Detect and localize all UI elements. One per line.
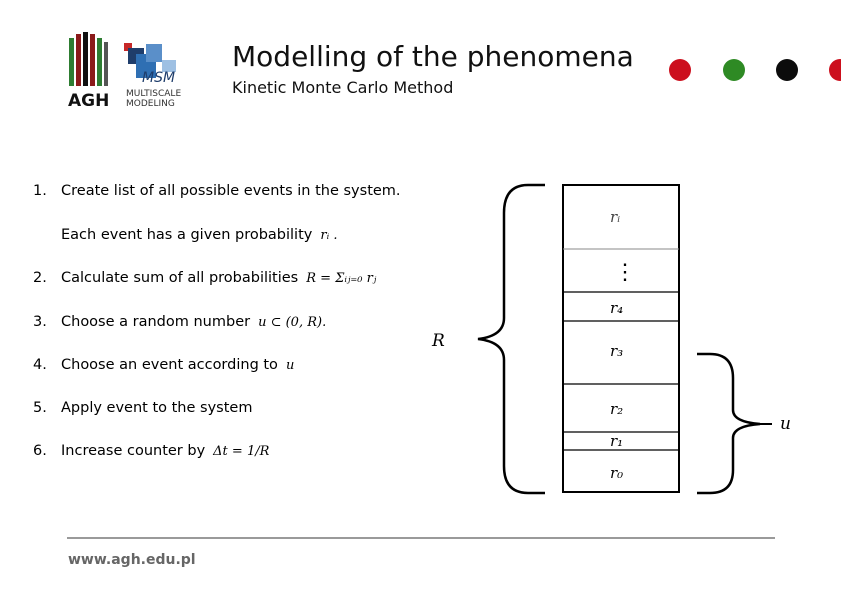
step-number: 5.: [33, 400, 47, 416]
agh-logo: [68, 32, 109, 110]
step-math: Δt = 1/R: [213, 444, 270, 459]
step-3: [33, 314, 326, 330]
cell-r-0: r₀: [610, 464, 624, 482]
right-brace: [697, 354, 760, 493]
msm-logo-line2: MODELING: [126, 99, 175, 109]
msm-logo: [124, 43, 181, 109]
footer-url[interactable]: www.agh.edu.pl: [68, 552, 196, 568]
probability-stack-diagram: [420, 178, 810, 500]
step-number: 3.: [33, 314, 47, 330]
step-number: 1.: [33, 183, 47, 199]
step-1: [33, 183, 401, 199]
step-math: R = Σᵢⱼ₌₀ rⱼ: [306, 271, 377, 286]
step-math: rᵢ .: [320, 228, 338, 243]
agh-logo-text: AGH: [68, 91, 110, 110]
step-math: u ⊂ (0, R).: [258, 315, 327, 330]
page-title: Modelling of the phenomena: [232, 40, 634, 73]
step-math: u: [285, 358, 295, 373]
step-text: Increase counter by: [61, 443, 206, 459]
logo-group: [66, 32, 196, 110]
step-text: Calculate sum of all probabilities: [61, 270, 299, 286]
red-dot-icon: [669, 59, 691, 81]
step-text: Apply event to the system: [61, 400, 253, 416]
cell-r-1: r₁: [610, 432, 624, 450]
black-dot-icon: [776, 59, 798, 81]
cell-r-2: r₂: [610, 400, 624, 418]
msm-logo-mark: MSM: [142, 70, 176, 86]
page-subtitle: Kinetic Monte Carlo Method: [232, 78, 454, 97]
label-R: R: [432, 331, 445, 351]
cell-r-3: r₃: [610, 342, 624, 360]
step-number: 2.: [33, 270, 47, 286]
green-dot-icon: [723, 59, 745, 81]
step-text: Create list of all possible events in the system.: [61, 183, 401, 199]
step-text: Choose a random number: [61, 314, 251, 330]
step-5: [33, 400, 252, 416]
red-dot-edge-icon: [829, 59, 841, 81]
step-number: 6.: [33, 443, 47, 459]
step-1-detail: [33, 227, 337, 243]
step-6: [33, 443, 269, 459]
label-u: u: [780, 414, 791, 434]
step-text: Choose an event according to: [61, 357, 278, 373]
step-4: [33, 357, 294, 373]
step-number: 4.: [33, 357, 47, 373]
footer-divider: [67, 537, 775, 539]
left-brace: [478, 185, 545, 493]
msm-logo-line1: MULTISCALE: [126, 89, 182, 99]
step-text: Each event has a given probability: [61, 227, 313, 243]
cell-r-i: rᵢ: [610, 208, 621, 226]
cell-r-4: r₄: [610, 299, 624, 317]
step-2: [33, 270, 376, 286]
cell-ellipsis: ⋮: [614, 260, 636, 285]
